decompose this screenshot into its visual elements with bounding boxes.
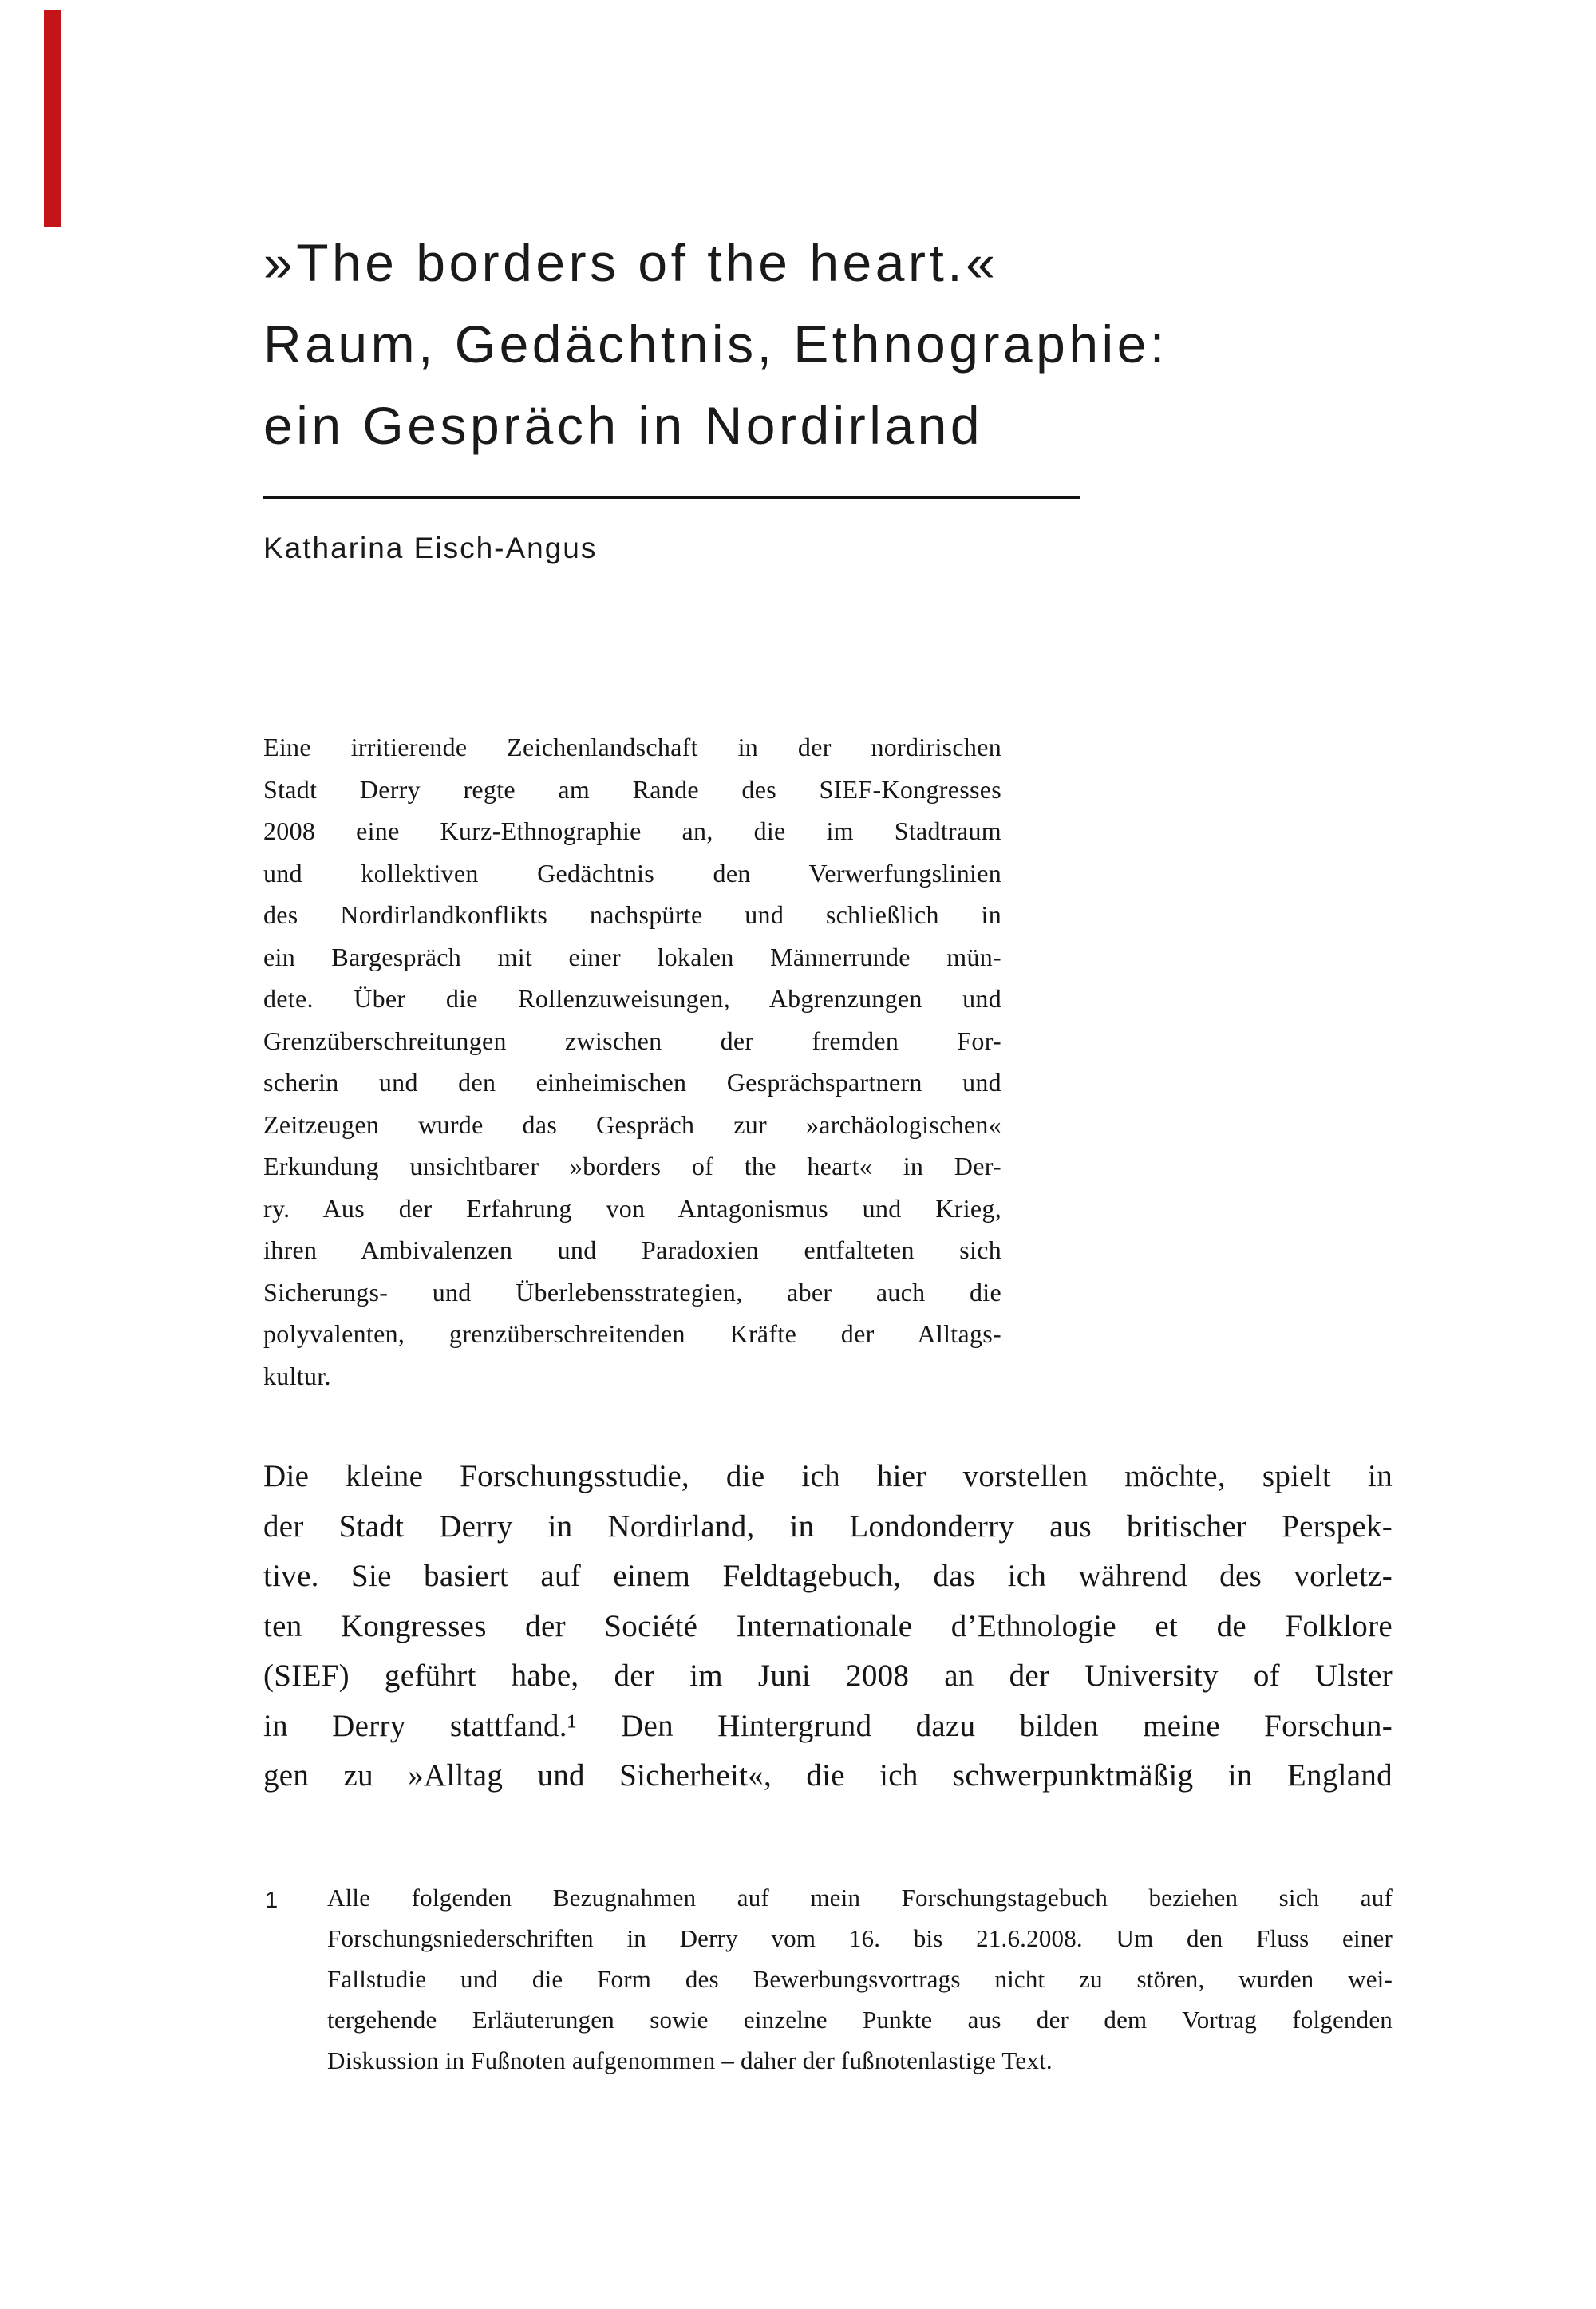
abstract-line: ihren Ambivalenzen und Paradoxien entfalteten sich — [263, 1236, 1001, 1264]
footnote-line: tergehende Erläuterungen sowie einzelne Punkte aus der dem Vortrag folgenden — [327, 2006, 1393, 2034]
chapter-title — [263, 222, 1420, 466]
abstract-line: Sicherungs- und Überlebensstrategien, aber auch die — [263, 1277, 1001, 1307]
abstract-line: Eine irritierende Zeichenlandschaft in der nordirischen — [263, 733, 1001, 761]
abstract-line: Stadt Derry regte am Rande des SIEF-Kongresses — [263, 774, 1001, 804]
abstract-line: Erkundung unsichtbarer »borders of the heart« in Der- — [263, 1152, 1001, 1180]
body-line: tive. Sie basiert auf einem Feldtagebuch, das ich während des vorletz- — [263, 1559, 1393, 1593]
title-line-1: »The borders of the heart.« — [263, 233, 999, 292]
author-name: Katharina Eisch-Angus — [263, 532, 598, 564]
footnote-marker: 1 — [265, 1888, 279, 1913]
abstract-line: dete. Über die Rollenzuweisungen, Abgrenzungen und — [263, 984, 1001, 1013]
footnote-line: Alle folgenden Bezugnahmen auf mein Forschungstagebuch beziehen sich auf — [327, 1884, 1393, 1912]
body-paragraph — [263, 1452, 1393, 1801]
body-line: gen zu »Alltag und Sicherheit«, die ich schwerpunktmäßig in England — [263, 1758, 1393, 1793]
footnote — [327, 1877, 1393, 2081]
body-line: Die kleine Forschungsstudie, die ich hier vorstellen möchte, spielt in — [263, 1459, 1393, 1493]
title-rule — [263, 496, 1080, 499]
red-bookmark-tab — [44, 10, 61, 227]
footnote-line: Diskussion in Fußnoten aufgenommen – daher der fußnotenlastige Text. — [327, 2046, 1053, 2074]
abstract-line: 2008 eine Kurz-Ethnographie an, die im Stadtraum — [263, 816, 1001, 845]
abstract-line: polyvalenten, grenzüberschreitenden Kräfte der Alltags- — [263, 1319, 1001, 1348]
abstract-line: Zeitzeugen wurde das Gespräch zur »archäologischen« — [263, 1109, 1001, 1139]
abstract-line: des Nordirlandkonflikts nachspürte und schließlich in — [263, 900, 1001, 929]
body-line: in Derry stattfand.¹ Den Hintergrund dazu bilden meine Forschun- — [263, 1708, 1393, 1743]
abstract-line: Grenzüberschreitungen zwischen der fremden For- — [263, 1026, 1001, 1055]
title-line-2: Raum, Gedächtnis, Ethnographie: — [263, 314, 1168, 374]
body-line: der Stadt Derry in Nordirland, in Londonderry aus britischer Perspek- — [263, 1508, 1393, 1544]
abstract-line: ry. Aus der Erfahrung von Antagonismus und Krieg, — [263, 1193, 1001, 1223]
abstract-line: ein Bargespräch mit einer lokalen Männerrunde mün- — [263, 942, 1001, 971]
body-line: ten Kongresses der Société Internationale d’Ethnologie et de Folklore — [263, 1608, 1393, 1643]
body-line: (SIEF) geführt habe, der im Juni 2008 an der University of Ulster — [263, 1659, 1393, 1693]
abstract-line: scherin und den einheimischen Gesprächspartnern und — [263, 1068, 1001, 1097]
abstract-line: kultur. — [263, 1361, 331, 1390]
footnote-line: Fallstudie und die Form des Bewerbungsvortrags nicht zu stören, wurden wei- — [327, 1965, 1393, 1993]
abstract-line: und kollektiven Gedächtnis den Verwerfungslinien — [263, 858, 1001, 888]
footnote-line: Forschungsniederschriften in Derry vom 16. bis 21.6.2008. Um den Fluss einer — [327, 1924, 1393, 1952]
abstract — [263, 726, 1001, 1397]
title-line-3: ein Gespräch in Nordirland — [263, 396, 984, 455]
